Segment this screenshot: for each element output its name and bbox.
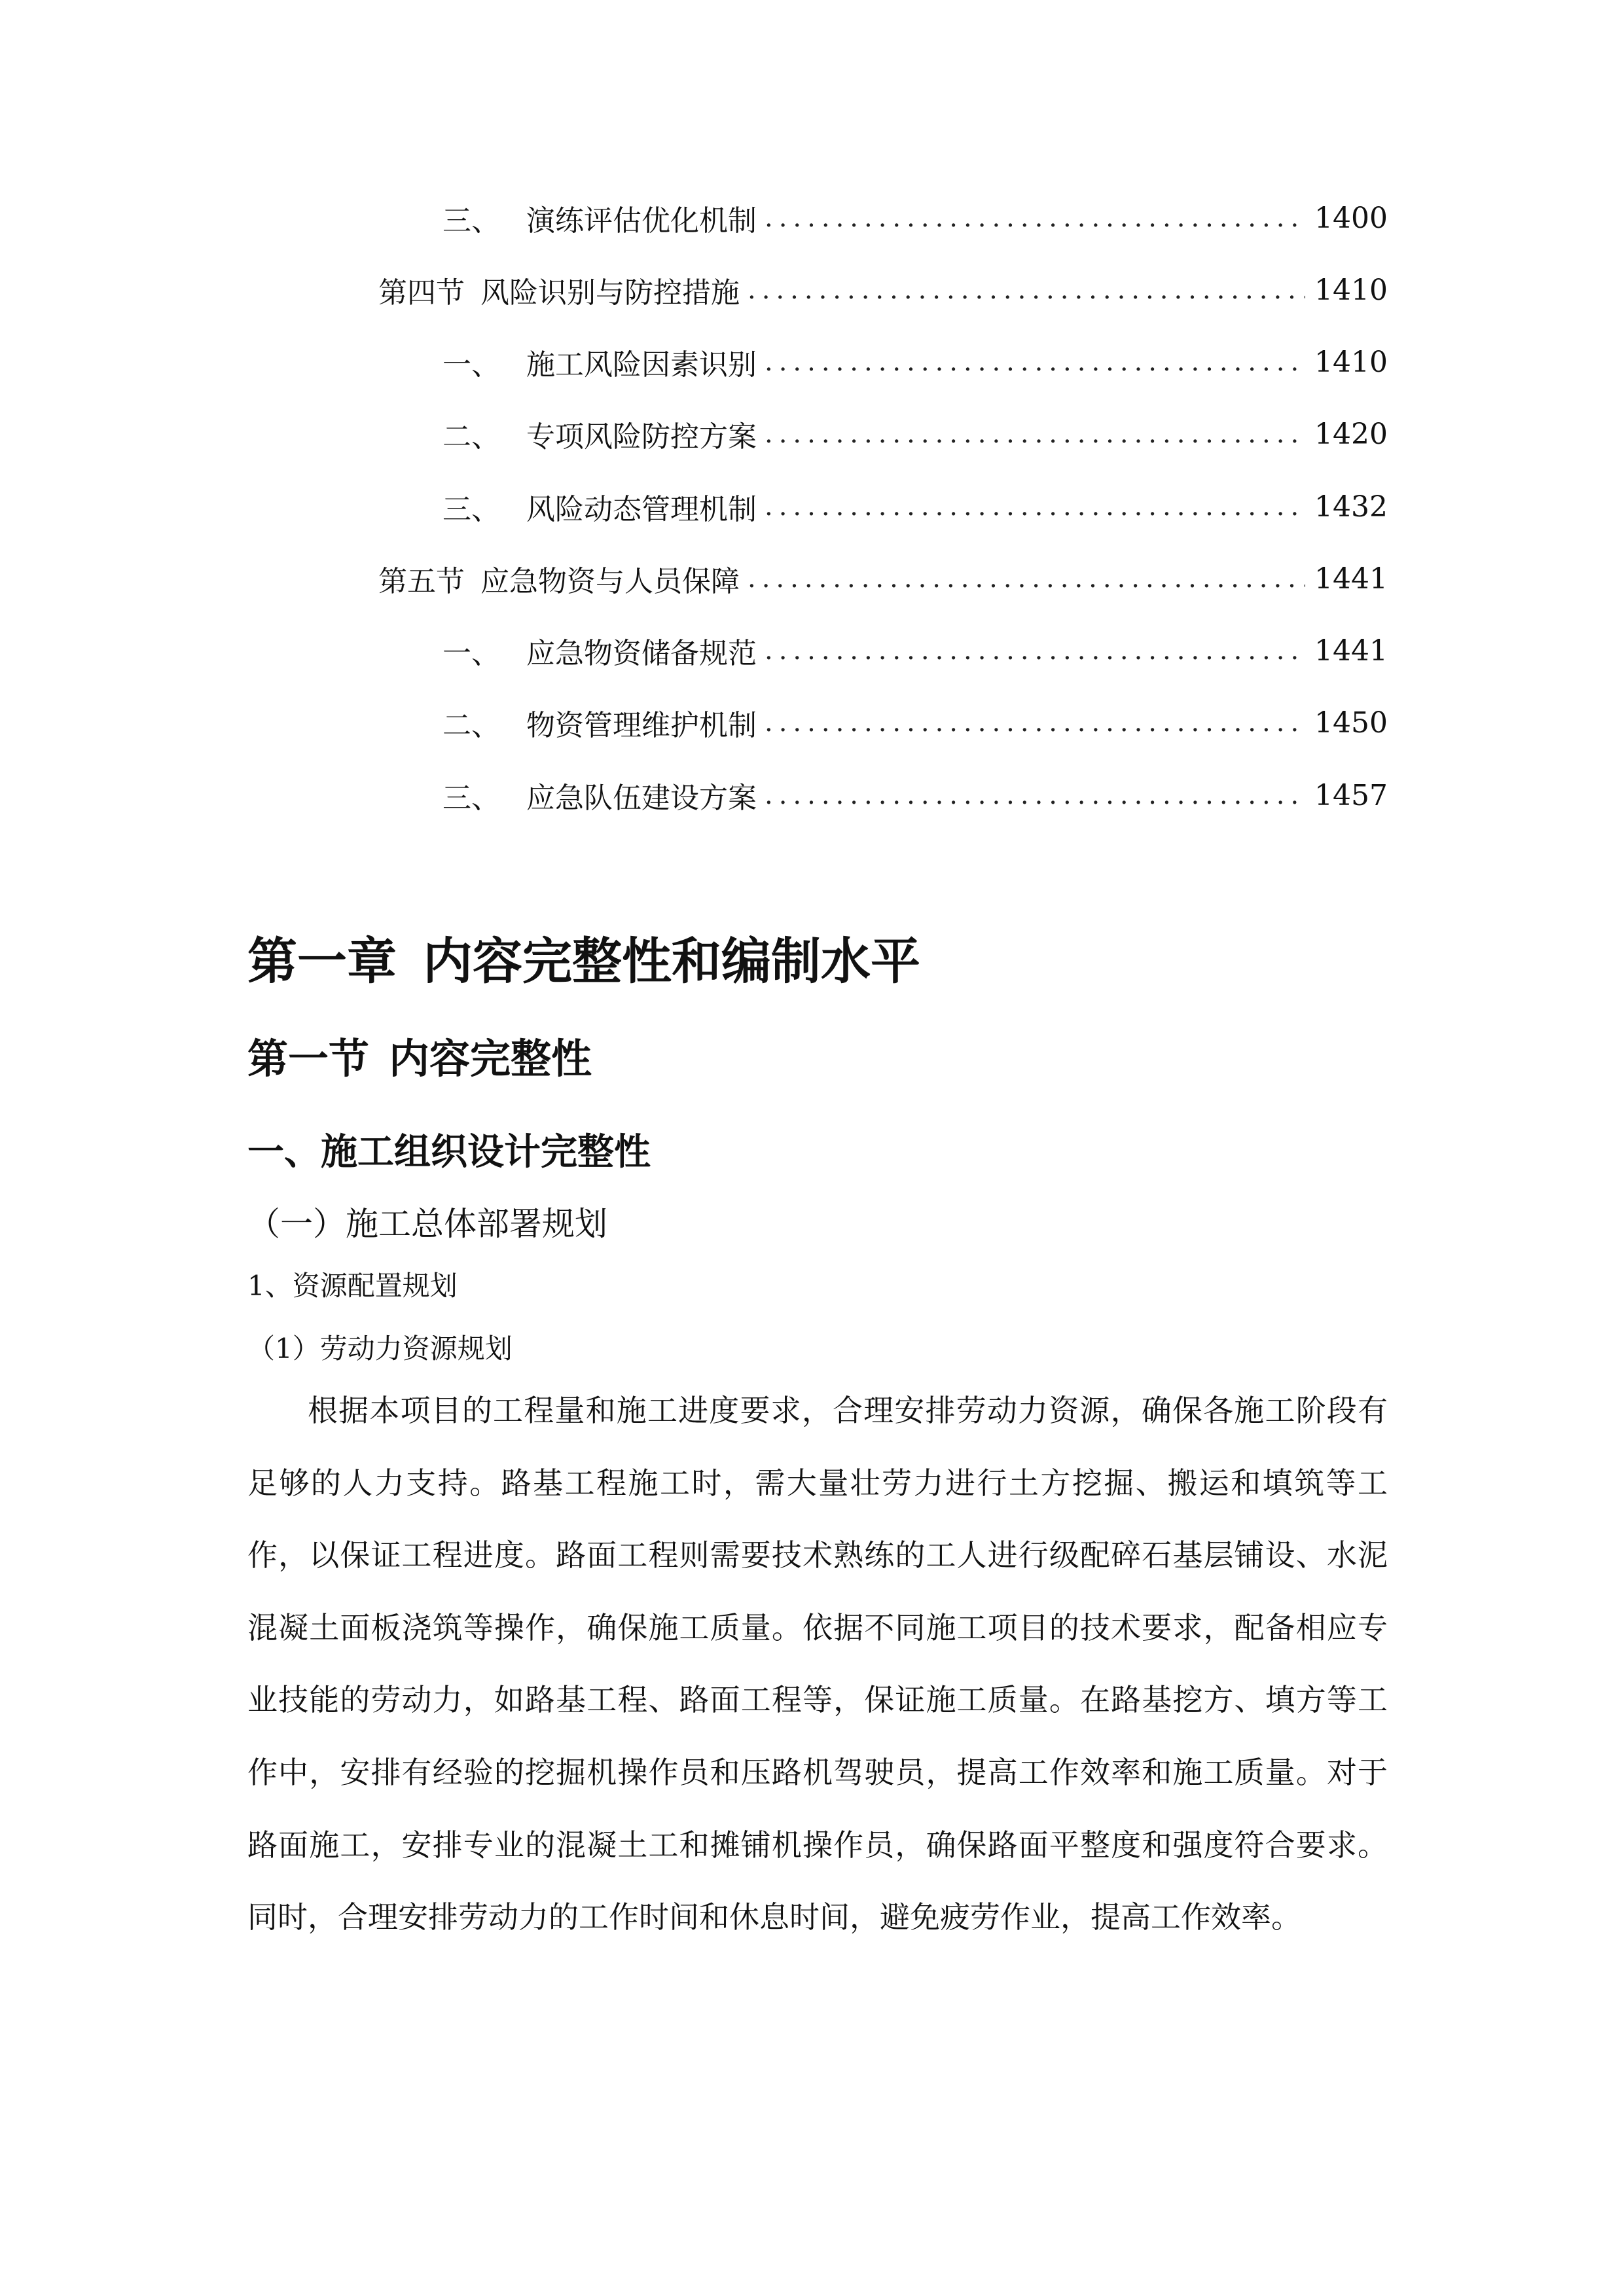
toc-entry[interactable] xyxy=(442,772,1388,818)
toc-entry-page: 1457 xyxy=(1314,778,1388,812)
toc-entry-number: 一、 xyxy=(442,637,500,670)
toc-entry-title: 风险动态管理机制 xyxy=(526,493,757,526)
toc-entry[interactable] xyxy=(442,484,1388,529)
toc-entry-title: 演练评估优化机制 xyxy=(526,204,757,238)
toc-entry-title: 应急队伍建设方案 xyxy=(526,781,757,815)
toc-entry-number: 二、 xyxy=(442,709,500,742)
toc-entry[interactable] xyxy=(442,195,1388,241)
toc-entry-title: 专项风险防控方案 xyxy=(526,420,757,454)
toc-entry-page: 1450 xyxy=(1314,706,1388,740)
toc-entry-title: 应急物资储备规范 xyxy=(526,637,757,670)
section-title: 内容完整性 xyxy=(389,1035,592,1083)
toc-section-entry[interactable] xyxy=(378,267,1388,313)
toc-section-number: 第五节 xyxy=(378,565,465,598)
toc-entry-page: 1400 xyxy=(1314,201,1388,235)
toc-entry-page: 1432 xyxy=(1314,490,1388,524)
toc-entry-page: 1410 xyxy=(1314,273,1388,307)
section-heading xyxy=(247,1026,592,1085)
toc-leader-dots xyxy=(765,492,1305,522)
toc-entry-number: 二、 xyxy=(442,420,500,454)
toc-leader-dots xyxy=(765,708,1305,738)
toc-entry-title: 施工风险因素识别 xyxy=(526,348,757,382)
chapter-title: 内容完整性和编制水平 xyxy=(423,932,920,990)
toc-entry-title: 物资管理维护机制 xyxy=(526,709,757,742)
toc-section-title: 应急物资与人员保障 xyxy=(480,565,740,598)
item-heading: 1、资源配置规划 xyxy=(247,1270,458,1302)
chapter-heading xyxy=(247,922,920,993)
chapter-number: 第一章 xyxy=(247,932,397,990)
toc-leader-dots xyxy=(765,347,1305,377)
section-number: 第一节 xyxy=(247,1035,370,1083)
toc-leader-dots xyxy=(765,203,1305,233)
toc-entry-number: 三、 xyxy=(442,493,500,526)
toc-leader-dots xyxy=(765,419,1305,449)
body-paragraph: 根据本项目的工程量和施工进度要求，合理安排劳动力资源，确保各施工阶段有足够的人力支持。路基工程施工时，需大量壮劳力进行土方挖掘、搬运和填筑等工作，以保证工程进度。路面工程则需要技术熟练的工人进行级配碎石基层铺设、水泥混凝土面板浇筑等操作，确保施工质量。依据不同施工项目的技术要求，配备相应专业技能的劳动力，如路基工程、路面工程等，保证施工质量。在路基挖方、填方等工作中，安排有经验的挖掘机操作员和压路机驾驶员，提高工作效率和施工质量。对于路面施工，安排专业的混凝土工和摊铺机操作员，确保路面平整度和强度符合要求。同时，合理安排劳动力的工作时间和休息时间，避免疲劳作业，提高工作效率。 xyxy=(247,1393,1388,1935)
toc-entry-number: 三、 xyxy=(442,781,500,815)
toc-leader-dots xyxy=(765,636,1305,666)
toc-entry-page: 1420 xyxy=(1314,417,1388,451)
toc-entry[interactable] xyxy=(442,628,1388,673)
subitem-heading: （1）劳动力资源规划 xyxy=(247,1333,513,1365)
toc-entry-number: 一、 xyxy=(442,348,500,382)
toc-leader-dots xyxy=(748,275,1305,305)
toc-entry[interactable] xyxy=(442,411,1388,457)
toc-section-title: 风险识别与防控措施 xyxy=(480,276,740,310)
toc-leader-dots xyxy=(765,780,1305,810)
toc-leader-dots xyxy=(748,564,1305,594)
toc-entry[interactable] xyxy=(442,339,1388,385)
toc-entry[interactable] xyxy=(442,700,1388,745)
toc-entry-page: 1441 xyxy=(1314,634,1388,668)
subsubsection-heading: （一）施工总体部署规划 xyxy=(247,1205,607,1243)
subsection-heading: 一、施工组织设计完整性 xyxy=(247,1131,651,1174)
toc-entry-page: 1441 xyxy=(1314,562,1388,596)
toc-section-entry[interactable] xyxy=(378,556,1388,601)
toc-section-number: 第四节 xyxy=(378,276,465,310)
toc-entry-number: 三、 xyxy=(442,204,500,238)
toc-entry-page: 1410 xyxy=(1314,345,1388,379)
